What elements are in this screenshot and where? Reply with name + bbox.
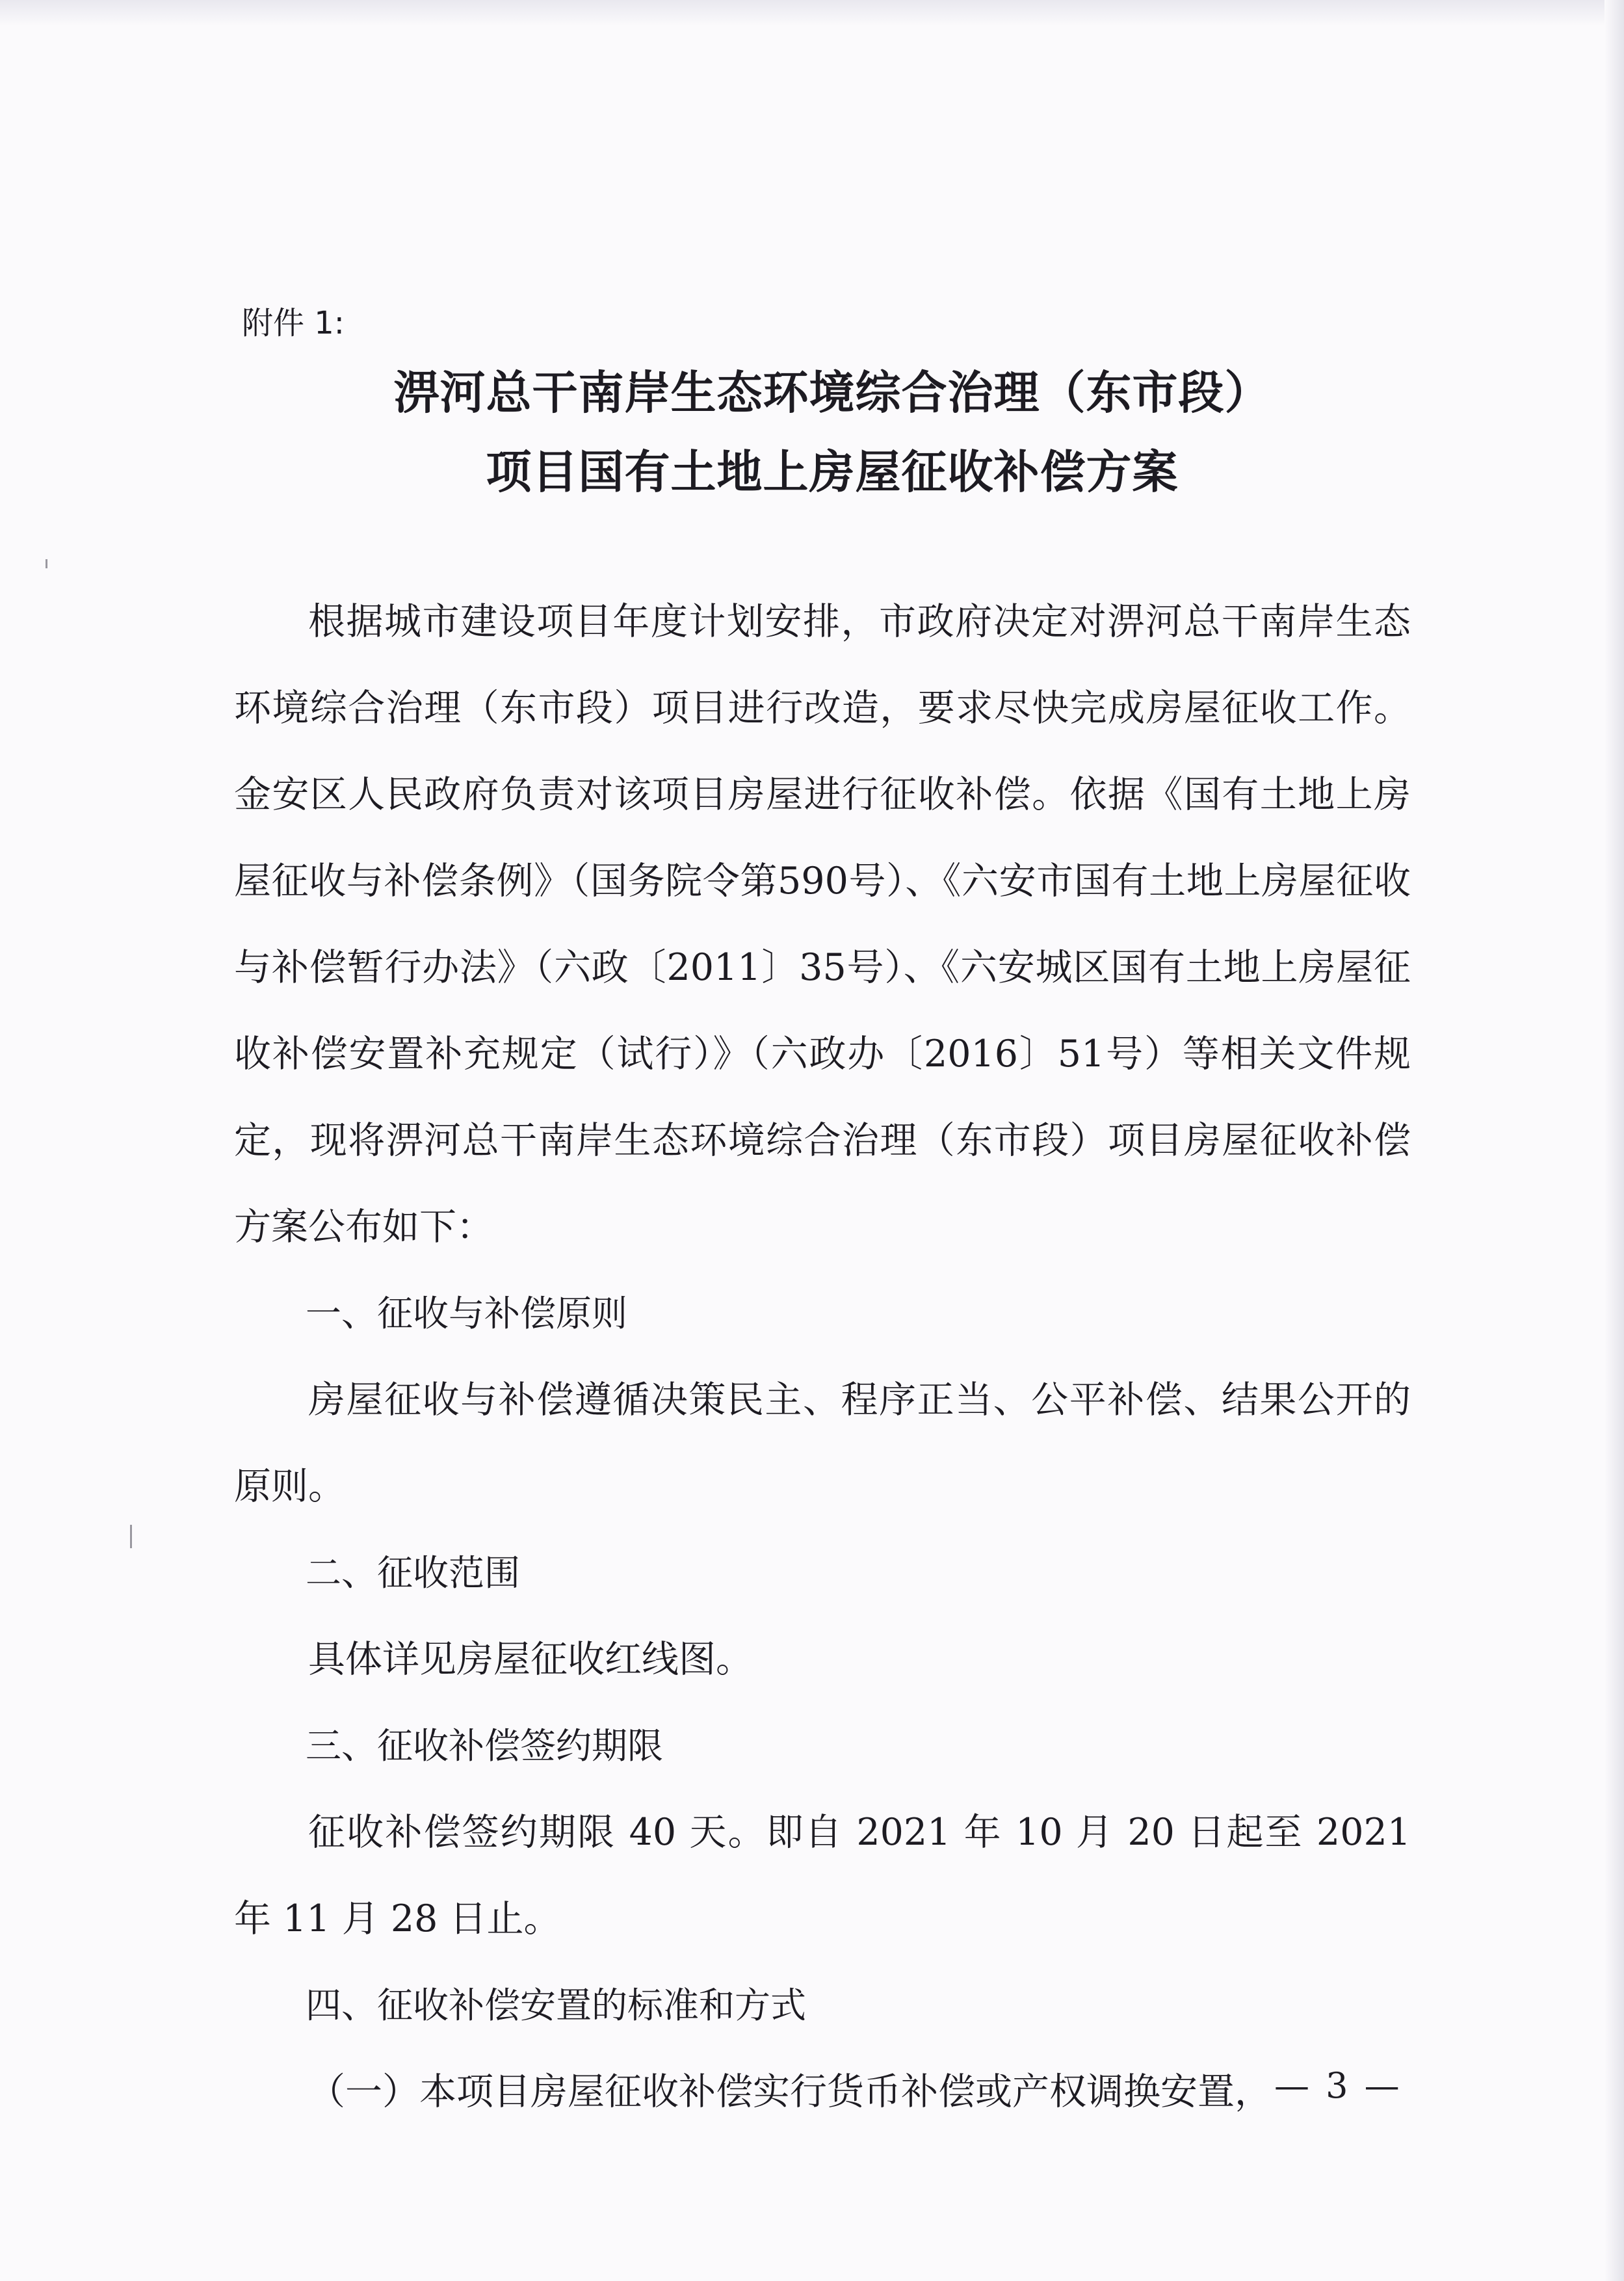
section-paragraph: （一）本项目房屋征收补偿实行货币补偿或产权调换安置， bbox=[308, 2070, 1272, 2113]
section-paragraph: 具体详见房屋征收红线图。 bbox=[308, 1638, 753, 1681]
document-title-line1: 淠河总干南岸生态环境综合治理（东市段） bbox=[393, 366, 1271, 419]
section-heading: 三、征收补偿签约期限 bbox=[306, 1725, 664, 1767]
document-body bbox=[234, 579, 1411, 2135]
intro-paragraph: 根据城市建设项目年度计划安排，市政府决定对淠河总干南岸生态环境综合治理（东市段）项目进行改造，要求尽快完成房屋征收工作。金安区人民政府负责对该项目房屋进行征收补偿。依据《国有土地上房屋征收与补偿条例》（国务院令第590号）、《六安市国有土地上房屋征收与补偿暂行办法》（六政〔2011〕35号）、《六安城区国有土地上房屋征收补偿安置补充规定（试行）》（六政办〔2016〕51号）等相关文件规定，现将淠河总干南岸生态环境综合治理（东市段）项目房屋征收补偿方案公布如下： bbox=[234, 600, 1411, 1248]
section-heading: 一、征收与补偿原则 bbox=[306, 1293, 628, 1334]
section-heading: 二、征收范围 bbox=[306, 1552, 521, 1594]
page-number: — 3 — bbox=[1274, 2065, 1402, 2106]
scan-edge-right bbox=[1604, 0, 1624, 2281]
section-paragraph: 房屋征收与补偿遵循决策民主、程序正当、公平补偿、结果公开的原则。 bbox=[234, 1378, 1411, 1508]
scan-edge-top bbox=[0, 0, 1624, 26]
scan-artifact bbox=[130, 1525, 132, 1548]
section-heading: 四、征收补偿安置的标准和方式 bbox=[306, 1984, 807, 2026]
document-title-line2: 项目国有土地上房屋征收补偿方案 bbox=[486, 445, 1179, 499]
scan-artifact bbox=[46, 559, 47, 568]
attachment-label: 附件 1: bbox=[242, 305, 345, 341]
section-paragraph: 征收补偿签约期限 40 天。即自 2021 年 10 月 20 日起至 2021 年 11 月 28 日止。 bbox=[234, 1811, 1411, 1940]
